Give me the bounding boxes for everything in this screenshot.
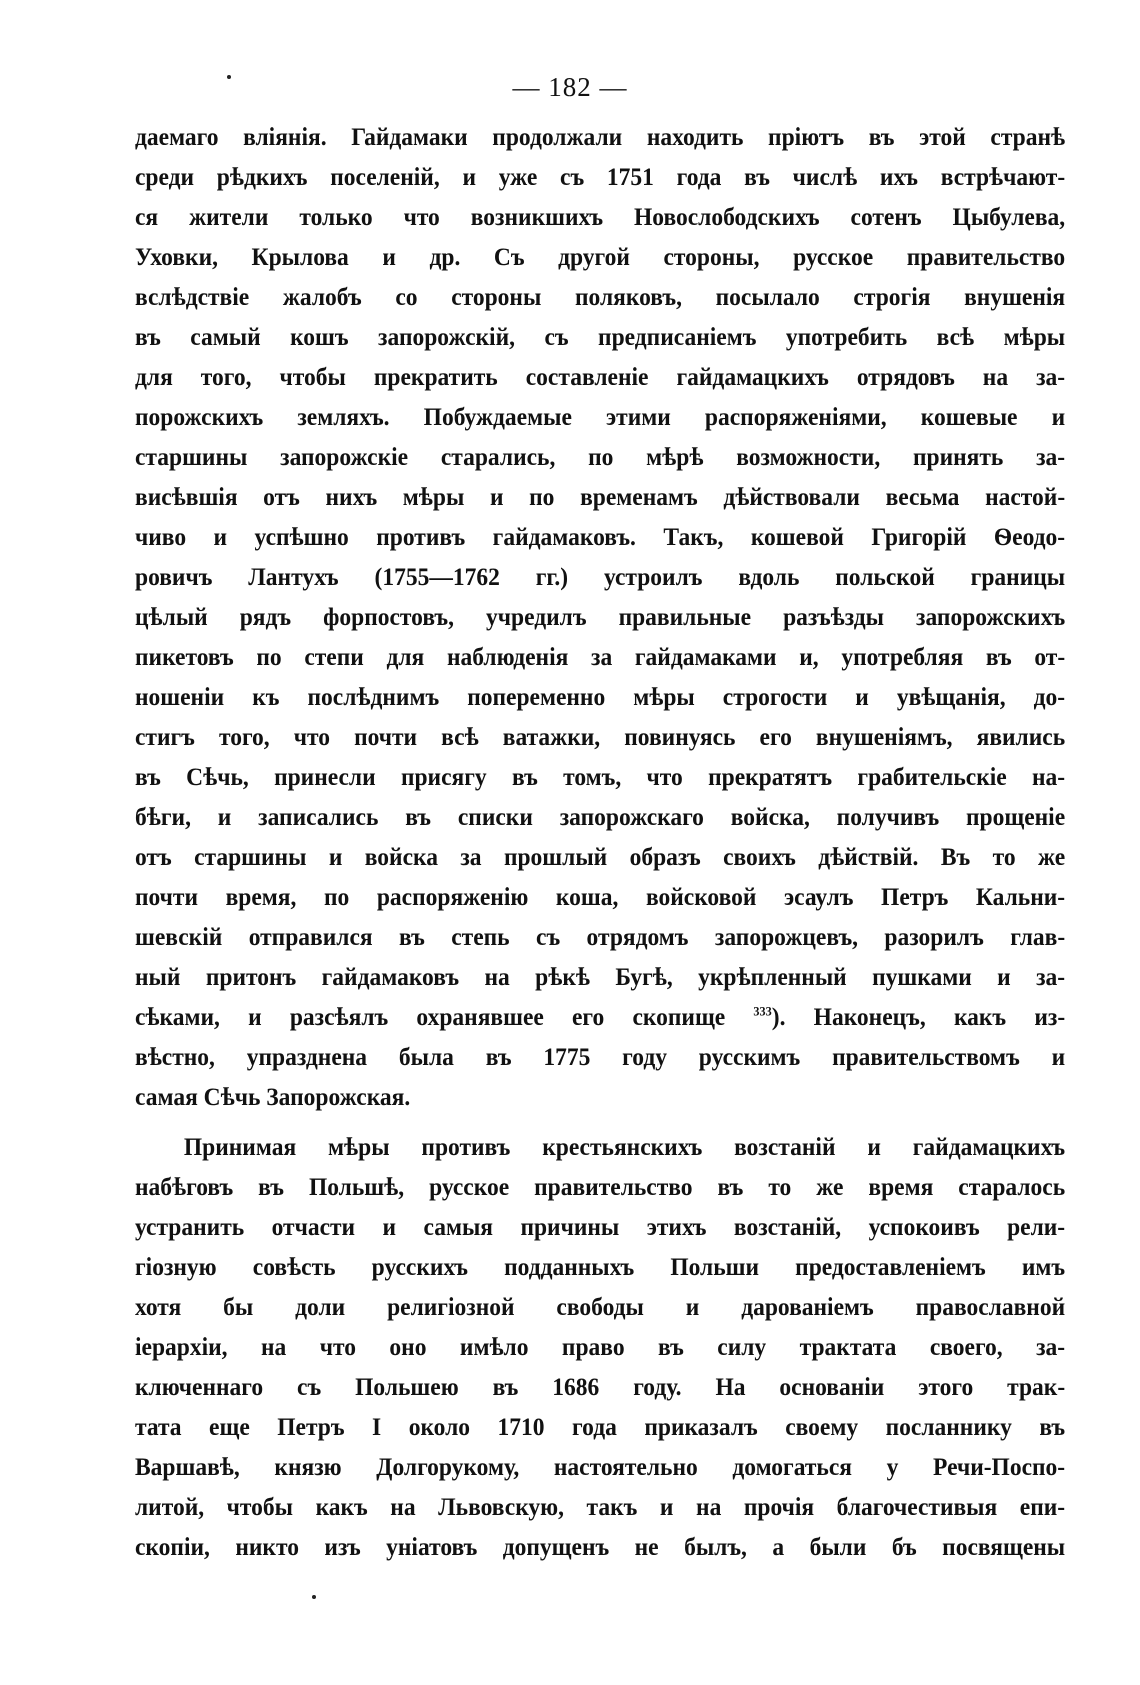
text-line: самая Сѣчь Запорожская. bbox=[135, 1084, 411, 1111]
text-line: Варшавѣ, князю Долгорукому, настоятельно домогаться у Речи-Поспо- bbox=[135, 1454, 1066, 1481]
text-line: тата еще Петръ I около 1710 года приказалъ своему посланнику въ bbox=[135, 1414, 1066, 1441]
text-line: старшины запорожскіе старались, по мѣрѣ возможности, принять за- bbox=[135, 444, 1066, 471]
text-line: шевскій отправился въ степь съ отрядомъ запорожцевъ, разорилъ глав- bbox=[135, 924, 1066, 951]
text-line: устранить отчасти и самыя причины этихъ возстаній, успокоивъ рели- bbox=[135, 1214, 1066, 1241]
text-line: ровичъ Лантухъ (1755—1762 гг.) устроилъ вдоль польской границы bbox=[135, 564, 1066, 591]
footnote-reference[interactable]: 333 bbox=[753, 1003, 772, 1019]
print-speck bbox=[312, 1595, 316, 1599]
text-line: гіозную совѣсть русскихъ подданныхъ Польши предоставленіемъ имъ bbox=[135, 1254, 1066, 1281]
text-line: Уховки, Крылова и др. Съ другой стороны, русское правительство bbox=[135, 244, 1066, 271]
text-line: висѣвшія отъ нихъ мѣры и по временамъ дѣйствовали весьма настой- bbox=[135, 484, 1066, 511]
text-line: стигъ того, что почти всѣ ватажки, повинуясь его внушеніямъ, явились bbox=[135, 724, 1066, 751]
text-line: въ самый кошъ запорожскій, съ предписаніемъ употребить всѣ мѣры bbox=[135, 324, 1066, 351]
text-line: хотя бы доли религіозной свободы и дарованіемъ православной bbox=[135, 1294, 1066, 1321]
text-line: въ Сѣчь, принесли присягу въ томъ, что прекратятъ грабительскіе на- bbox=[135, 764, 1066, 791]
text-line: ношеніи къ послѣднимъ попеременно мѣры строгости и увѣщанія, до- bbox=[135, 684, 1066, 711]
text-line: даемаго вліянія. Гайдамаки продолжали находить пріютъ въ этой странѣ bbox=[135, 124, 1066, 151]
text-line: цѣлый рядъ форпостовъ, учредилъ правильные разъѣзды запорожскихъ bbox=[135, 604, 1066, 631]
text-line-with-footnote bbox=[135, 998, 1065, 1038]
text-line: отъ старшины и войска за прошлый образъ своихъ дѣйствій. Въ то же bbox=[135, 844, 1066, 871]
page-number: — 182 — bbox=[512, 72, 628, 102]
text-line: ный притонъ гайдамаковъ на рѣкѣ Бугѣ, укрѣпленный пушками и за- bbox=[135, 964, 1066, 991]
text-line: почти время, по распоряженію коша, войсковой эсаулъ Петръ Кальни- bbox=[135, 884, 1066, 911]
text-fragment: сѣками, и разсѣялъ охранявшее его скопище bbox=[135, 1004, 726, 1031]
text-line: среди рѣдкихъ поселеній, и уже съ 1751 года въ числѣ ихъ встрѣчают- bbox=[135, 164, 1066, 191]
text-body bbox=[135, 118, 1065, 1568]
text-line: іерархіи, на что оно имѣло право въ силу трактата своего, за- bbox=[135, 1334, 1066, 1361]
paragraph-1 bbox=[135, 118, 1065, 1118]
text-line: ся жители только что возникшихъ Новослободскихъ сотенъ Цыбулева, bbox=[135, 204, 1066, 231]
text-line: набѣговъ въ Польшѣ, русское правительство въ то же время старалось bbox=[135, 1174, 1066, 1201]
text-line: Принимая мѣры противъ крестьянскихъ возстаній и гайдамацкихъ bbox=[183, 1134, 1066, 1161]
text-line: вѣстно, упразднена была въ 1775 году русскимъ правительствомъ и bbox=[135, 1044, 1066, 1071]
text-line: вслѣдствіе жалобъ со стороны поляковъ, посылало строгія внушенія bbox=[135, 284, 1066, 311]
text-line: ключеннаго съ Польшею въ 1686 году. На основаніи этого трак- bbox=[135, 1374, 1066, 1401]
text-line: бѣги, и записались въ списки запорожскаго войска, получивъ прощеніе bbox=[135, 804, 1066, 831]
paragraph-gap bbox=[135, 1118, 1065, 1128]
text-line: для того, чтобы прекратить составленіе гайдамацкихъ отрядовъ на за- bbox=[135, 364, 1066, 391]
print-speck bbox=[227, 75, 231, 79]
text-line: порожскихъ земляхъ. Побуждаемые этими распоряженіями, кошевые и bbox=[135, 404, 1066, 431]
text-line: чиво и успѣшно противъ гайдамаковъ. Такъ, кошевой Григорій Ѳеодо- bbox=[135, 524, 1066, 551]
text-line: литой, чтобы какъ на Львовскую, такъ и на прочія благочестивыя епи- bbox=[135, 1494, 1066, 1521]
text-line: пикетовъ по степи для наблюденія за гайдамаками и, употребляя въ от- bbox=[135, 644, 1066, 671]
text-line: скопіи, никто изъ уніатовъ допущенъ не былъ, а были бъ посвящены bbox=[135, 1534, 1066, 1561]
text-fragment: ). Наконецъ, какъ из- bbox=[771, 1004, 1066, 1031]
paragraph-2 bbox=[135, 1128, 1065, 1568]
